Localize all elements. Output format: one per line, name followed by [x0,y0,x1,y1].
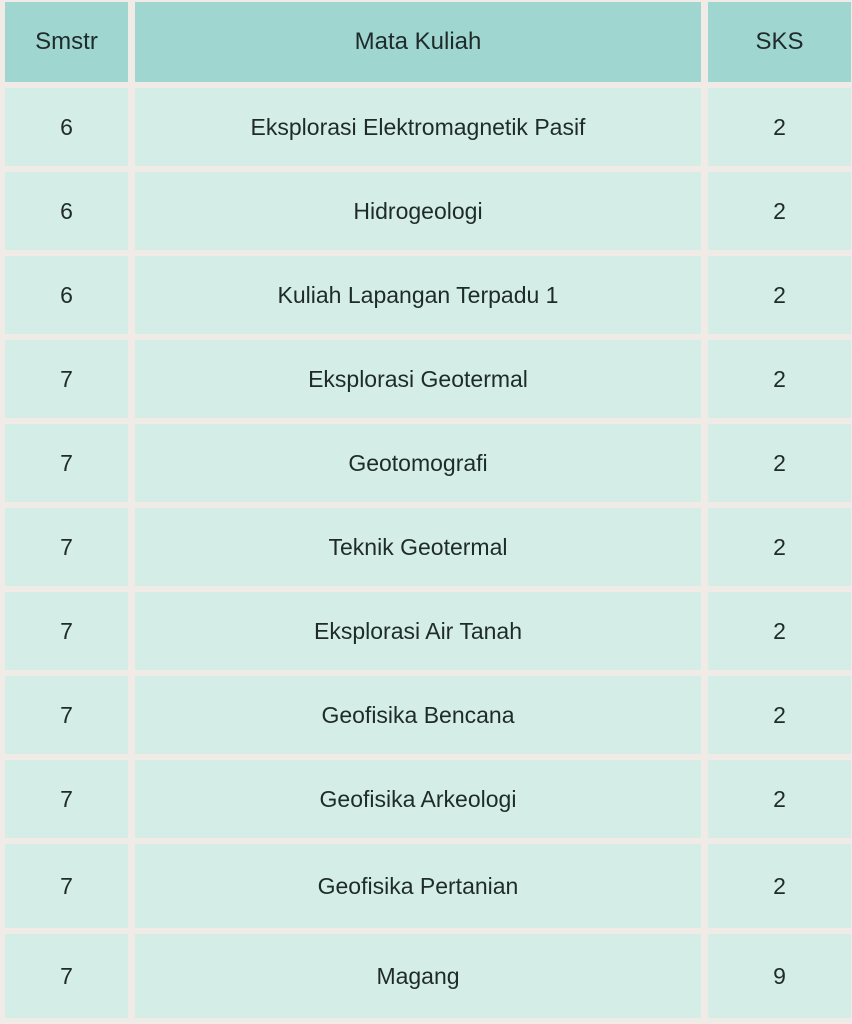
cell-course: Eksplorasi Elektromagnetik Pasif [135,88,701,166]
cell-credits: 2 [708,340,851,418]
table-row [5,844,851,928]
header-course: Mata Kuliah [135,2,701,82]
cell-semester: 7 [5,340,128,418]
cell-semester: 6 [5,88,128,166]
table-row [5,676,851,754]
cell-credits: 2 [708,88,851,166]
header-credits: SKS [708,2,851,82]
cell-semester: 6 [5,172,128,250]
cell-course: Kuliah Lapangan Terpadu 1 [135,256,701,334]
cell-credits: 2 [708,844,851,928]
cell-semester: 7 [5,592,128,670]
cell-credits: 2 [708,508,851,586]
cell-course: Geotomografi [135,424,701,502]
cell-semester: 7 [5,760,128,838]
cell-course: Magang [135,934,701,1018]
cell-course: Hidrogeologi [135,172,701,250]
cell-credits: 2 [708,760,851,838]
cell-course: Geofisika Arkeologi [135,760,701,838]
cell-credits: 2 [708,256,851,334]
table-row [5,592,851,670]
cell-credits: 2 [708,592,851,670]
cell-course: Geofisika Bencana [135,676,701,754]
cell-course: Teknik Geotermal [135,508,701,586]
cell-course: Eksplorasi Geotermal [135,340,701,418]
cell-semester: 7 [5,844,128,928]
cell-semester: 7 [5,676,128,754]
table-header-row [5,2,851,82]
cell-credits: 2 [708,424,851,502]
cell-semester: 6 [5,256,128,334]
table-row [5,88,851,166]
table-row [5,172,851,250]
cell-semester: 7 [5,508,128,586]
table-row [5,424,851,502]
cell-course: Geofisika Pertanian [135,844,701,928]
cell-credits: 2 [708,172,851,250]
table-row [5,508,851,586]
cell-semester: 7 [5,934,128,1018]
table-row [5,256,851,334]
table-row [5,934,851,1018]
cell-credits: 9 [708,934,851,1018]
table-row [5,760,851,838]
cell-credits: 2 [708,676,851,754]
table-row [5,340,851,418]
cell-course: Eksplorasi Air Tanah [135,592,701,670]
cell-semester: 7 [5,424,128,502]
header-semester: Smstr [5,2,128,82]
